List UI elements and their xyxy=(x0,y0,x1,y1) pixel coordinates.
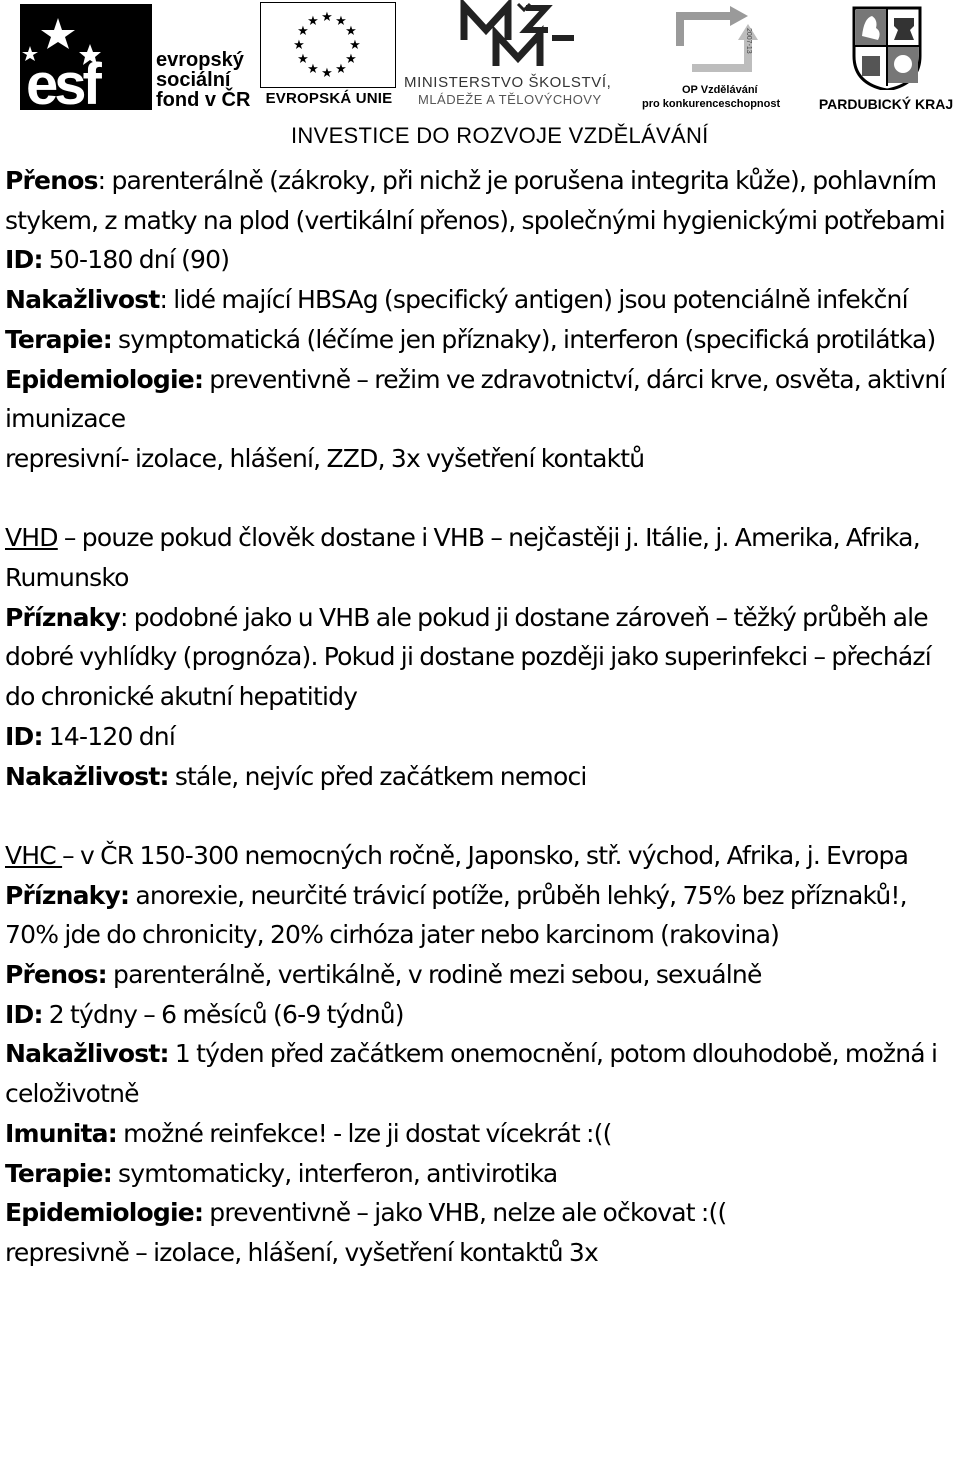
nakazlivost-text: : lidé mající HBSAg (specifický antigen) jsou potenciálně infekční xyxy=(159,285,908,315)
vhc-prenos-paragraph xyxy=(5,955,957,995)
prenos-text: parenterálně, vertikálně, v rodině mezi sebou, sexuálně xyxy=(106,960,762,990)
vhb-represivni-paragraph: represivní- izolace, hlášení, ZZD, 3x vyšetření kontaktů xyxy=(5,443,645,473)
pk-caption: PARDUBICKÝ KRAJ xyxy=(818,96,954,112)
vhb-epidemiologie-paragraph xyxy=(5,360,957,439)
vhc-intro-paragraph xyxy=(5,836,957,876)
nakazlivost-text: stále, nejvíc před začátkem nemoci xyxy=(168,761,587,791)
id-text: 14-120 dní xyxy=(42,721,175,751)
priznaky-text: : podobné jako u VHB ale pokud ji dostane zároveň – těžký průběh ale dobré vyhlídky (prognóza). Pokud ji dostane později jako superinfekci – přechází do chronické akutní hepatitidy xyxy=(5,602,931,712)
prenos-label: Přenos xyxy=(5,166,98,195)
msmt-line-2: MLÁDEŽE A TĚLOVÝCHOVY xyxy=(418,92,602,107)
id-label: ID: xyxy=(5,999,43,1029)
epidemiologie-text: preventivně – jako VHB, nelze ale očkovat :(( xyxy=(203,1198,727,1228)
logo-header xyxy=(0,0,960,150)
id-label: ID: xyxy=(5,721,43,751)
priznaky-label: Příznaky: xyxy=(5,880,130,910)
svg-text:★: ★ xyxy=(307,62,319,77)
terapie-text: symtomaticky, interferon, antivirotika xyxy=(111,1158,558,1188)
prenos-label: Přenos: xyxy=(5,960,107,990)
eu-flag xyxy=(260,2,396,88)
svg-text:★: ★ xyxy=(307,14,319,29)
nakazlivost-label: Nakažlivost: xyxy=(5,761,169,791)
vhd-intro-paragraph xyxy=(5,518,957,597)
pardubicky-kraj-logo xyxy=(812,6,960,112)
vhd-nakazlivost-paragraph xyxy=(5,757,957,797)
document-body xyxy=(5,161,957,1273)
svg-text:★: ★ xyxy=(297,24,309,39)
epidemiologie-label: Epidemiologie: xyxy=(5,364,204,394)
op-years: 2007-13 xyxy=(745,28,752,54)
epidemiologie-text: preventivně – režim ve zdravotnictví, dárci krve, osvěta, aktivní imunizace xyxy=(5,364,946,434)
svg-text:★: ★ xyxy=(349,38,361,53)
terapie-text: symptomatická (léčíme jen příznaky), interferon (specifická protilátka) xyxy=(111,324,936,354)
terapie-label: Terapie: xyxy=(5,1158,112,1188)
nakazlivost-label: Nakažlivost: xyxy=(5,1039,169,1069)
msmt-logo xyxy=(404,0,634,112)
nakazlivost-text: 1 týden před začátkem onemocnění, potom dlouhodobě, možná i celoživotně xyxy=(5,1039,938,1109)
vhc-terapie-paragraph xyxy=(5,1154,957,1194)
op-line-1: OP Vzdělávání xyxy=(682,84,758,96)
svg-text:★: ★ xyxy=(293,38,305,53)
vhd-priznaky-paragraph xyxy=(5,598,957,717)
msmt-logo-icon xyxy=(456,0,576,72)
pardubice-coat-of-arms-icon xyxy=(852,6,922,90)
vhb-prenos-paragraph xyxy=(5,161,957,240)
esf-logo-icon xyxy=(20,4,152,110)
vhc-title: VHC xyxy=(5,840,63,870)
msmt-line-1: MINISTERSTVO ŠKOLSTVÍ, xyxy=(404,74,612,91)
investice-slogan: INVESTICE DO ROZVOJE VZDĚLÁVÁNÍ xyxy=(291,123,709,148)
svg-text:★: ★ xyxy=(297,52,309,67)
id-text: 50-180 dní (90) xyxy=(42,245,230,275)
esf-line-1: evropský xyxy=(156,49,244,71)
op-logo xyxy=(642,6,792,112)
vhc-id-paragraph xyxy=(5,995,957,1035)
esf-line-2: sociální xyxy=(156,69,231,91)
vhc-intro-text: – v ČR 150-300 nemocných ročně, Japonsko, stř. východ, Afrika, j. Evropa xyxy=(62,840,909,870)
prenos-text: : parenterálně (zákroky, při nichž je porušena integrita kůže), pohlavním stykem, z matky na plod (vertikální přenos), společnými hygienickými potřebami xyxy=(5,166,945,235)
vhc-epidemiologie-paragraph xyxy=(5,1193,957,1233)
imunita-label: Imunita: xyxy=(5,1118,117,1148)
section-gap xyxy=(5,479,957,519)
vhb-nakazlivost-paragraph xyxy=(5,280,957,320)
esf-logo xyxy=(20,4,255,112)
vhc-represivne-paragraph: represivně – izolace, hlášení, vyšetření kontaktů 3x xyxy=(5,1237,598,1267)
svg-text:★: ★ xyxy=(345,24,357,39)
svg-text:esf: esf xyxy=(26,52,98,110)
vhd-id-paragraph xyxy=(5,717,957,757)
esf-line-3: fond v ČR xyxy=(156,89,251,111)
svg-text:★: ★ xyxy=(321,66,333,81)
svg-text:★: ★ xyxy=(335,62,347,77)
vhd-intro-text: – pouze pokud člověk dostane i VHB – nejčastěji j. Itálie, j. Amerika, Afrika, Rumunsko xyxy=(5,523,920,593)
vhb-terapie-paragraph xyxy=(5,320,957,360)
op-line-2: pro konkurenceschopnost xyxy=(642,98,781,110)
svg-text:★: ★ xyxy=(345,52,357,67)
priznaky-text: anorexie, neurčité trávicí potíže, průběh lehký, 75% bez příznaků!, 70% jde do chronicity, 20% cirhóza jater nebo karcinom (rakovina) xyxy=(5,880,907,950)
eu-caption: EVROPSKÁ UNIE xyxy=(265,90,393,107)
epidemiologie-label: Epidemiologie: xyxy=(5,1198,204,1228)
vhc-imunita-paragraph xyxy=(5,1114,957,1154)
vhd-title: VHD xyxy=(5,523,58,553)
id-label: ID: xyxy=(5,245,43,275)
eu-flag-icon xyxy=(261,3,394,86)
terapie-label: Terapie: xyxy=(5,324,112,354)
priznaky-label: Příznaky xyxy=(5,602,120,632)
section-gap xyxy=(5,796,957,836)
eu-logo xyxy=(260,2,398,108)
svg-text:★: ★ xyxy=(321,10,333,25)
imunita-text: možné reinfekce! - lze ji dostat vícekrát :(( xyxy=(116,1118,612,1148)
id-text: 2 týdny – 6 měsíců (6-9 týdnů) xyxy=(42,999,404,1029)
vhc-priznaky-paragraph xyxy=(5,876,957,955)
nakazlivost-label: Nakažlivost xyxy=(5,285,160,315)
vhc-nakazlivost-paragraph xyxy=(5,1034,957,1113)
svg-text:★: ★ xyxy=(335,14,347,29)
vhb-id-paragraph xyxy=(5,240,957,280)
